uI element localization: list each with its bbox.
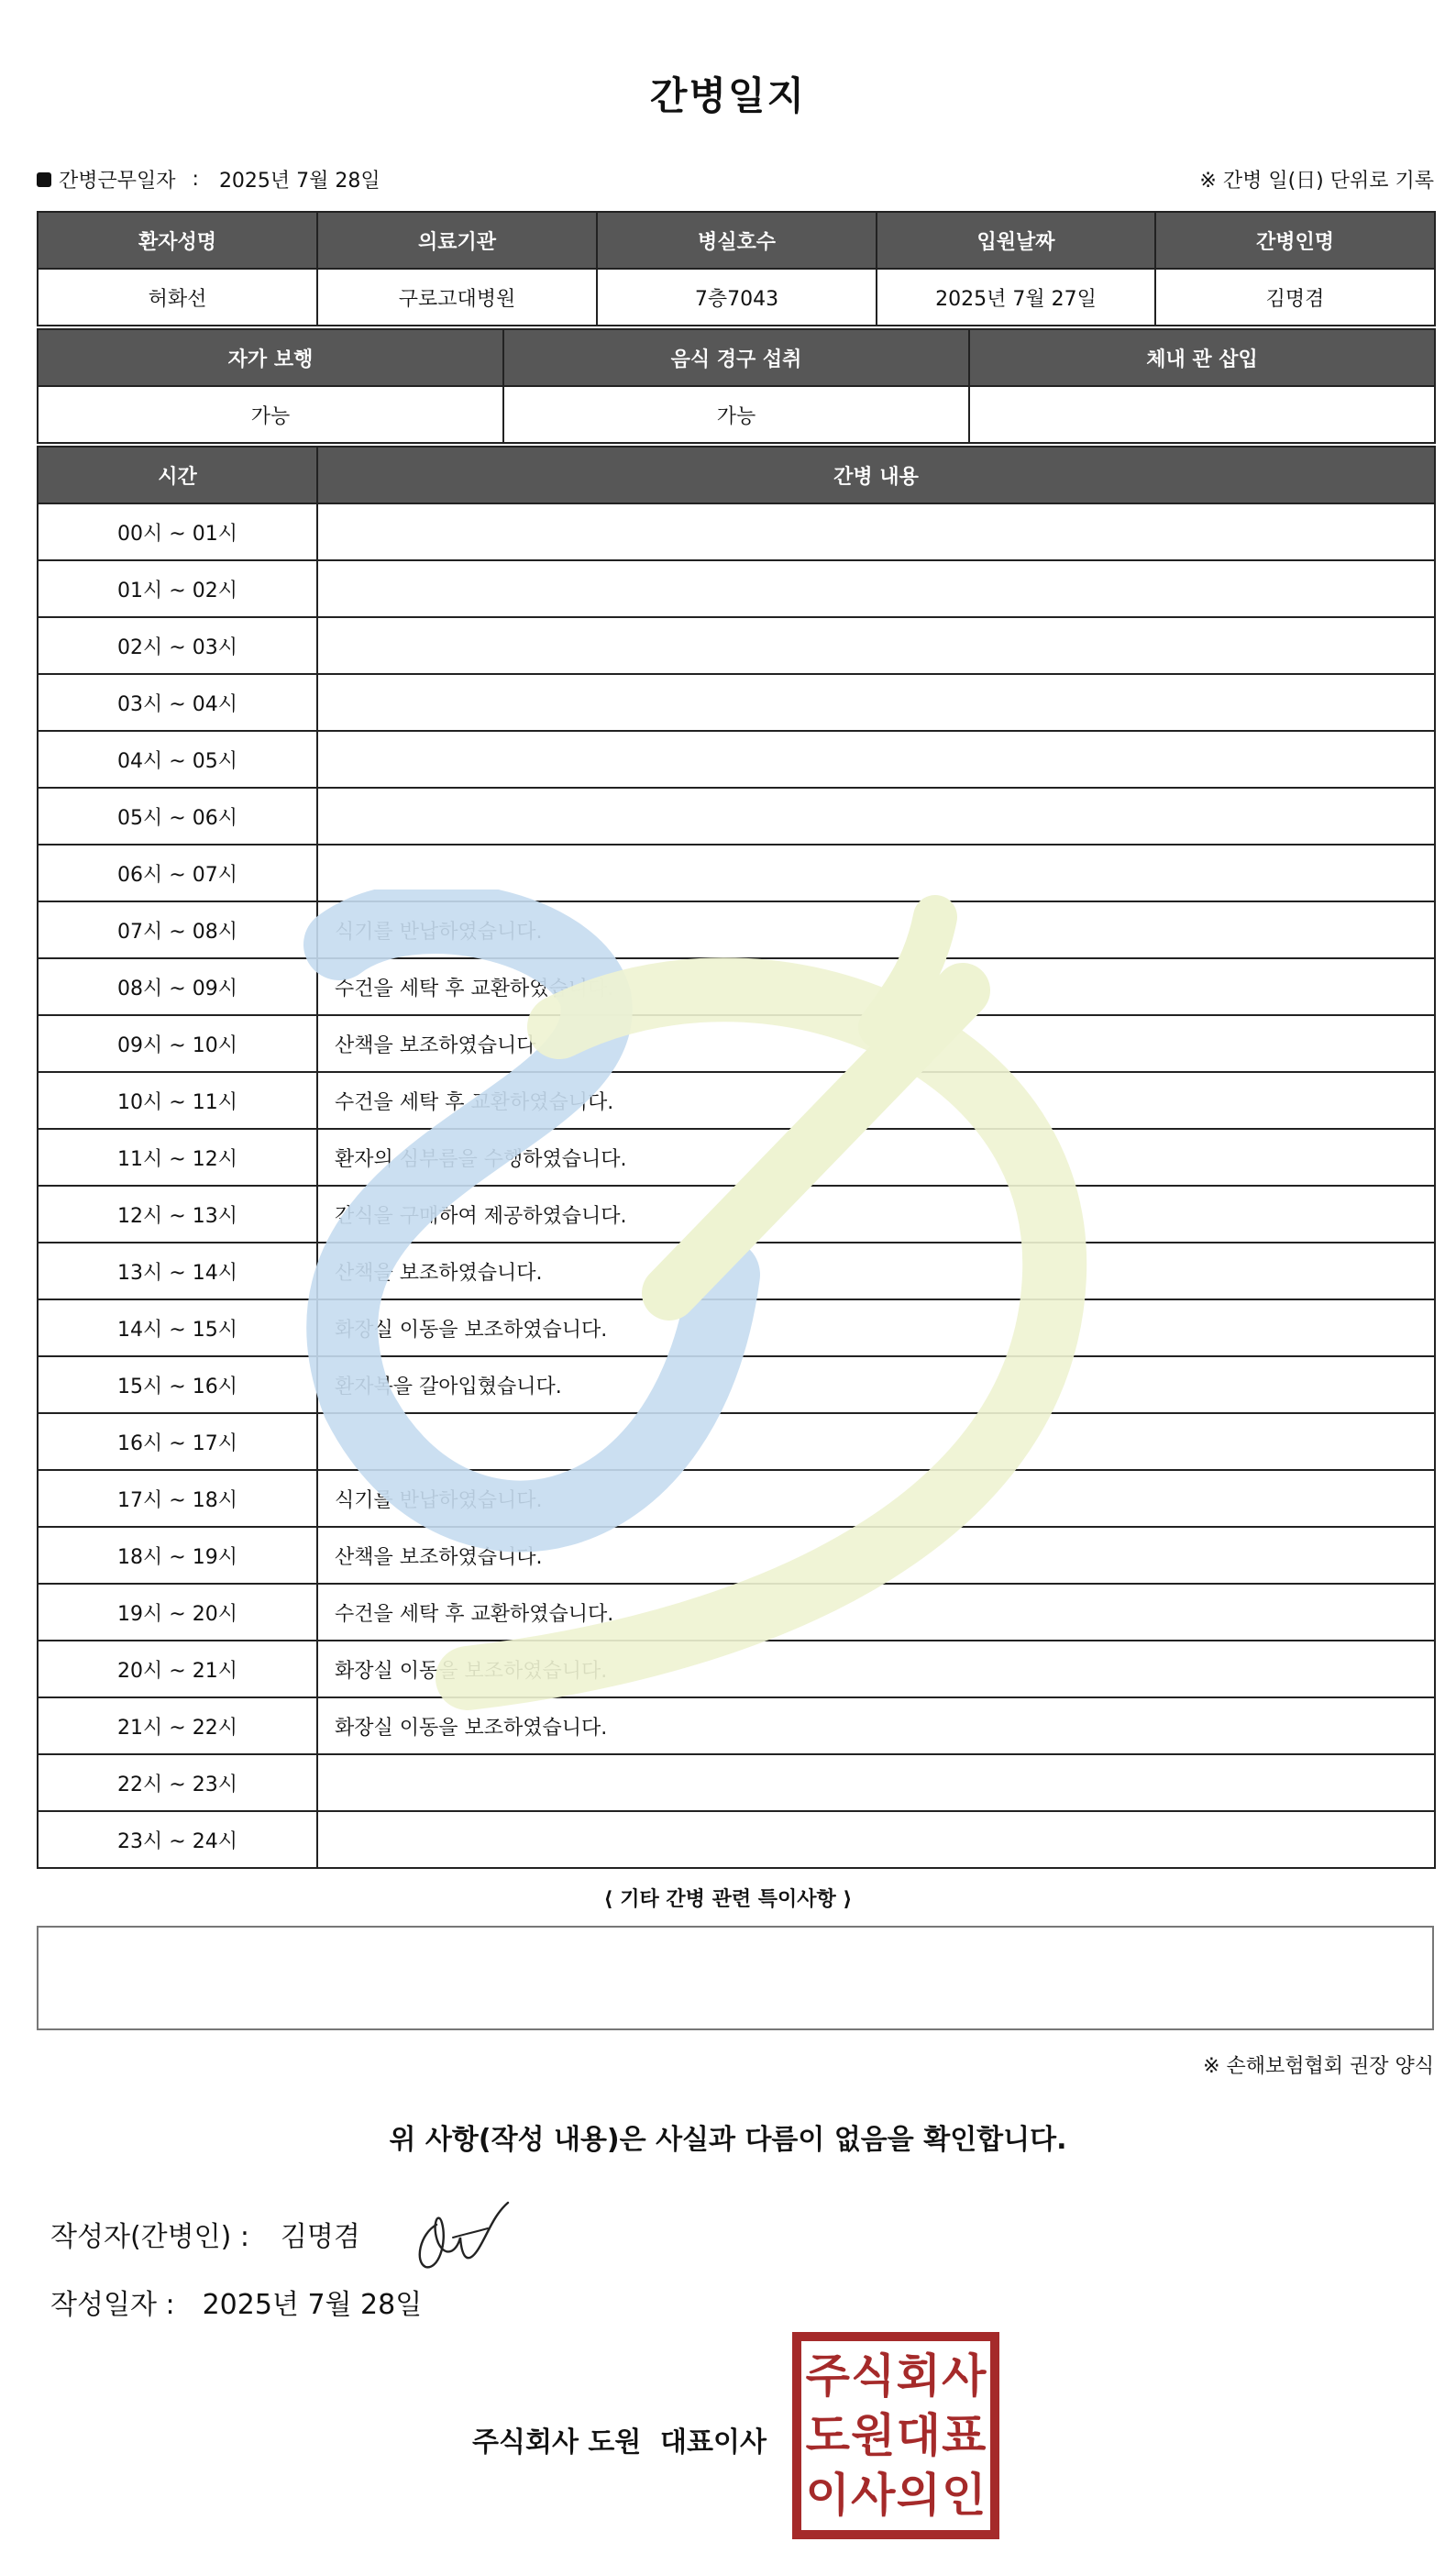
handwritten-signature (411, 2197, 512, 2272)
special-notes-title: ⟨ 기타 간병 관련 특이사항 ⟩ (603, 1888, 853, 1911)
time-slot: 17시 ~ 18시 (38, 1470, 317, 1527)
care-content (317, 1811, 1435, 1868)
oral-intake-value: 가능 (503, 386, 969, 443)
table-row (38, 1754, 1435, 1811)
table-row (38, 1811, 1435, 1868)
caregiver-name: 김명겸 (1155, 269, 1435, 326)
care-content: 화장실 이동을 보조하였습니다. (317, 1697, 1435, 1754)
care-content (317, 1413, 1435, 1470)
care-content: 환자의 심부름을 수행하였습니다. (317, 1129, 1435, 1186)
time-slot: 22시 ~ 23시 (38, 1754, 317, 1811)
table-row (38, 1697, 1435, 1754)
care-content (317, 1754, 1435, 1811)
header-patient-name: 환자성명 (38, 212, 317, 269)
time-slot: 08시 ~ 09시 (38, 958, 317, 1015)
patient-info-header-row (38, 212, 1435, 269)
seal-character: 사 (851, 2467, 896, 2522)
patient-info-value-row (38, 269, 1435, 326)
status-header-row (38, 329, 1435, 386)
tube-insertion-value (969, 386, 1435, 443)
care-content (317, 617, 1435, 674)
header-care-content: 간병 내용 (317, 447, 1435, 503)
time-slot: 12시 ~ 13시 (38, 1186, 317, 1243)
table-row (38, 1470, 1435, 1527)
table-row (38, 560, 1435, 617)
table-row (38, 1356, 1435, 1413)
header-caregiver-name: 간병인명 (1155, 212, 1435, 269)
care-content: 산책을 보조하였습니다. (317, 1243, 1435, 1299)
patient-name: 허화선 (38, 269, 317, 326)
author-name: 김명겸 (280, 2221, 360, 2253)
work-date-label: 간병근무일자 (59, 170, 176, 193)
care-content: 환자복을 갈아입혔습니다. (317, 1356, 1435, 1413)
square-bullet-icon (37, 172, 51, 187)
table-row (38, 674, 1435, 731)
care-content (317, 560, 1435, 617)
seal-character: 대 (896, 2407, 941, 2462)
care-content: 식기를 반납하였습니다. (317, 901, 1435, 958)
table-row (38, 1072, 1435, 1129)
table-row (38, 1584, 1435, 1641)
patient-info-table (37, 211, 1436, 326)
seal-character: 사 (942, 2348, 987, 2404)
table-row (38, 617, 1435, 674)
time-slot: 02시 ~ 03시 (38, 617, 317, 674)
seal-character: 식 (851, 2348, 896, 2404)
table-row (38, 1243, 1435, 1299)
representative-title: 대표이사 (660, 2426, 767, 2459)
company-seal-stamp (792, 2332, 999, 2539)
time-slot: 15시 ~ 16시 (38, 1356, 317, 1413)
care-content: 수건을 세탁 후 교환하였습니다. (317, 958, 1435, 1015)
seal-characters (805, 2347, 987, 2525)
seal-character: 표 (942, 2407, 987, 2462)
admission-date: 2025년 7월 27일 (877, 269, 1155, 326)
table-row (38, 731, 1435, 788)
care-content: 산책을 보조하였습니다. (317, 1015, 1435, 1072)
care-log-header-row (38, 447, 1435, 503)
header-self-walking: 자가 보행 (38, 329, 503, 386)
care-content (317, 674, 1435, 731)
special-notes-box (37, 1926, 1434, 2030)
seal-character: 이 (805, 2467, 850, 2522)
time-slot: 19시 ~ 20시 (38, 1584, 317, 1641)
time-slot: 01시 ~ 02시 (38, 560, 317, 617)
care-content (317, 788, 1435, 845)
table-row (38, 788, 1435, 845)
table-row (38, 1129, 1435, 1186)
table-row (38, 845, 1435, 901)
table-row (38, 901, 1435, 958)
care-content: 수건을 세탁 후 교환하였습니다. (317, 1584, 1435, 1641)
time-slot: 03시 ~ 04시 (38, 674, 317, 731)
time-slot: 23시 ~ 24시 (38, 1811, 317, 1868)
time-slot: 16시 ~ 17시 (38, 1413, 317, 1470)
time-slot: 21시 ~ 22시 (38, 1697, 317, 1754)
time-slot: 11시 ~ 12시 (38, 1129, 317, 1186)
table-row (38, 958, 1435, 1015)
self-walking-value: 가능 (38, 386, 503, 443)
work-date (37, 165, 381, 193)
time-slot: 18시 ~ 19시 (38, 1527, 317, 1584)
care-log-body (38, 503, 1435, 1868)
header-admission-date: 입원날짜 (877, 212, 1155, 269)
care-content: 간식을 구매하여 제공하였습니다. (317, 1186, 1435, 1243)
time-slot: 05시 ~ 06시 (38, 788, 317, 845)
care-content: 식기를 반납하였습니다. (317, 1470, 1435, 1527)
header-hospital: 의료기관 (317, 212, 597, 269)
work-date-value: 2025년 7월 28일 (218, 170, 381, 193)
seal-character: 인 (942, 2467, 987, 2522)
confirmation-statement: 위 사항(작성 내용)은 사실과 다름이 없음을 확인합니다. (389, 2124, 1067, 2156)
table-row (38, 503, 1435, 560)
care-content (317, 845, 1435, 901)
time-slot: 13시 ~ 14시 (38, 1243, 317, 1299)
header-oral-intake: 음식 경구 섭취 (503, 329, 969, 386)
work-date-colon: : (192, 168, 199, 191)
time-slot: 20시 ~ 21시 (38, 1641, 317, 1697)
header-tube-insertion: 체내 관 삽입 (969, 329, 1435, 386)
time-slot: 10시 ~ 11시 (38, 1072, 317, 1129)
table-row (38, 1015, 1435, 1072)
table-row (38, 1413, 1435, 1470)
care-content (317, 503, 1435, 560)
seal-character: 주 (805, 2348, 850, 2404)
time-slot: 09시 ~ 10시 (38, 1015, 317, 1072)
top-info-line (37, 165, 1434, 198)
company-name: 주식회사 도원 (472, 2426, 642, 2459)
care-content: 수건을 세탁 후 교환하였습니다. (317, 1072, 1435, 1129)
seal-character: 의 (896, 2467, 941, 2522)
time-slot: 00시 ~ 01시 (38, 503, 317, 560)
time-slot: 04시 ~ 05시 (38, 731, 317, 788)
seal-character: 회 (896, 2348, 941, 2404)
seal-character: 도 (805, 2407, 850, 2462)
status-value-row (38, 386, 1435, 443)
author-label: 작성자(간병인) : (50, 2221, 249, 2253)
time-slot: 14시 ~ 15시 (38, 1299, 317, 1356)
time-slot: 07시 ~ 08시 (38, 901, 317, 958)
care-content: 산책을 보조하였습니다. (317, 1527, 1435, 1584)
room-number: 7층7043 (597, 269, 877, 326)
patient-status-table (37, 328, 1436, 444)
write-date-label: 작성일자 : (50, 2289, 175, 2321)
record-note: ※ 간병 일(日) 단위로 기록 (1199, 170, 1434, 193)
table-row (38, 1299, 1435, 1356)
header-time: 시간 (38, 447, 317, 503)
form-note: ※ 손해보험협회 권장 양식 (1203, 2055, 1434, 2078)
write-date-line (50, 2282, 422, 2322)
table-row (38, 1527, 1435, 1584)
care-content (317, 731, 1435, 788)
seal-character: 원 (851, 2407, 896, 2462)
write-date-value: 2025년 7월 28일 (202, 2289, 423, 2321)
care-log-table (37, 446, 1436, 1869)
table-row (38, 1186, 1435, 1243)
care-content: 화장실 이동을 보조하였습니다. (317, 1299, 1435, 1356)
time-slot: 06시 ~ 07시 (38, 845, 317, 901)
author-line (50, 2214, 360, 2254)
hospital-name: 구로고대병원 (317, 269, 597, 326)
header-room: 병실호수 (597, 212, 877, 269)
document-title: 간병일지 (649, 73, 807, 118)
care-content: 화장실 이동을 보조하였습니다. (317, 1641, 1435, 1697)
table-row (38, 1641, 1435, 1697)
